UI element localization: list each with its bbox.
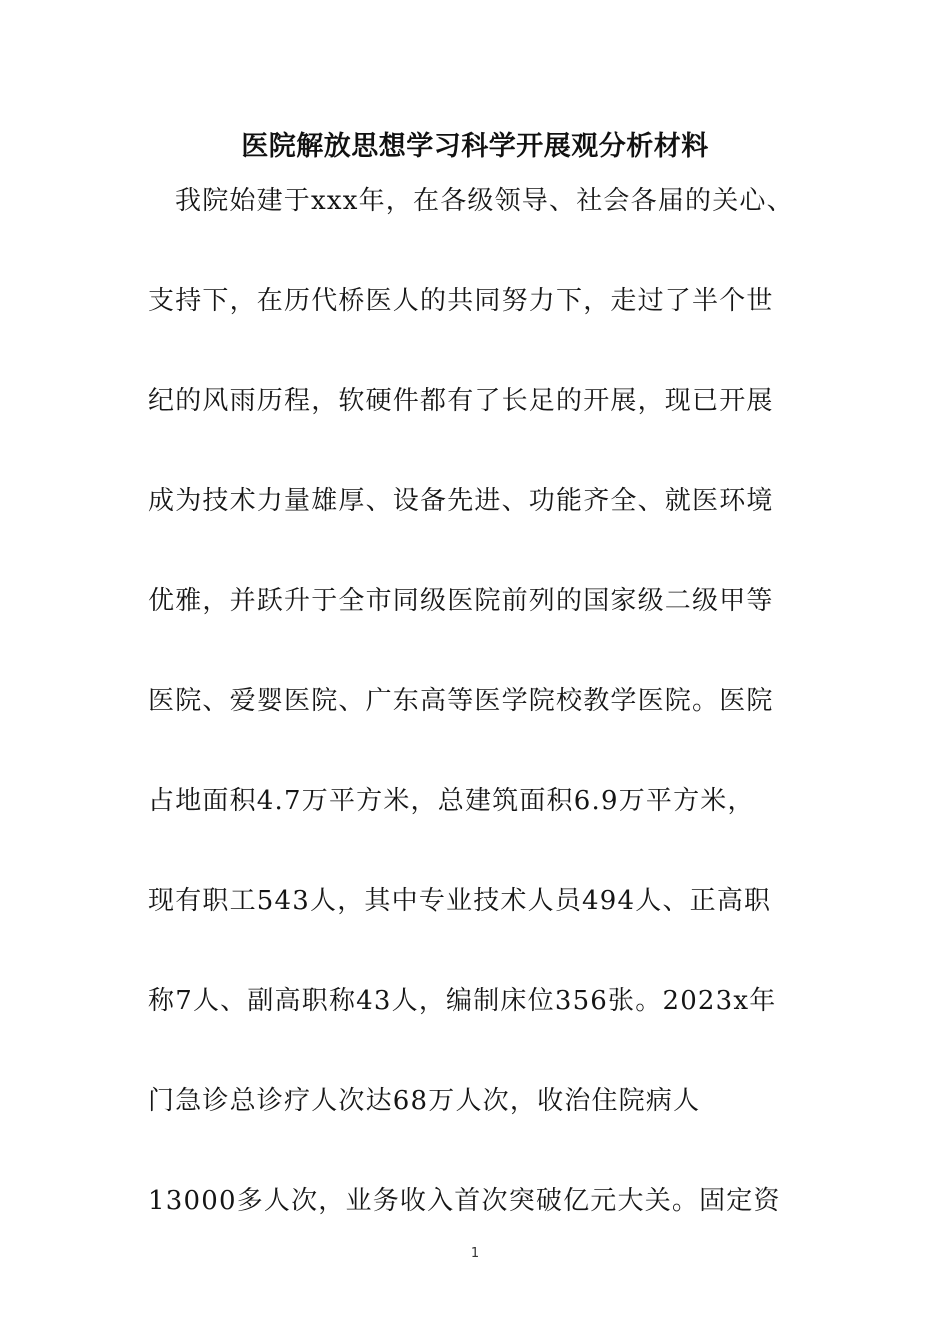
paragraph-line: 占地面积4.7万平方米，总建筑面积6.9万平方米， <box>148 786 755 816</box>
paragraph-line: 门急诊总诊疗人次达68万人次，收治住院病人 <box>148 1086 701 1116</box>
paragraph-line: 13000多人次，业务收入首次突破亿元大关。固定资 <box>148 1186 781 1216</box>
paragraph-line: 纪的风雨历程，软硬件都有了长足的开展，现已开展 <box>148 386 774 416</box>
paragraph-line: 支持下，在历代桥医人的共同努力下，走过了半个世 <box>148 286 774 316</box>
document-title: 医院解放思想学习科学开展观分析材料 <box>241 131 709 162</box>
paragraph-line: 成为技术力量雄厚、设备先进、功能齐全、就医环境 <box>148 486 774 516</box>
paragraph-line: 称7人、副高职称43人，编制床位356张。2023x年 <box>148 986 777 1016</box>
paragraph-line: 我院始建于xxx年，在各级领导、社会各届的关心、 <box>175 186 794 216</box>
page-number: 1 <box>470 1246 480 1261</box>
paragraph-line: 优雅，并跃升于全市同级医院前列的国家级二级甲等 <box>148 586 774 616</box>
paragraph-line: 现有职工543人，其中专业技术人员494人、正高职 <box>148 886 772 916</box>
paragraph-line: 医院、爱婴医院、广东高等医学院校教学医院。医院 <box>148 686 774 716</box>
